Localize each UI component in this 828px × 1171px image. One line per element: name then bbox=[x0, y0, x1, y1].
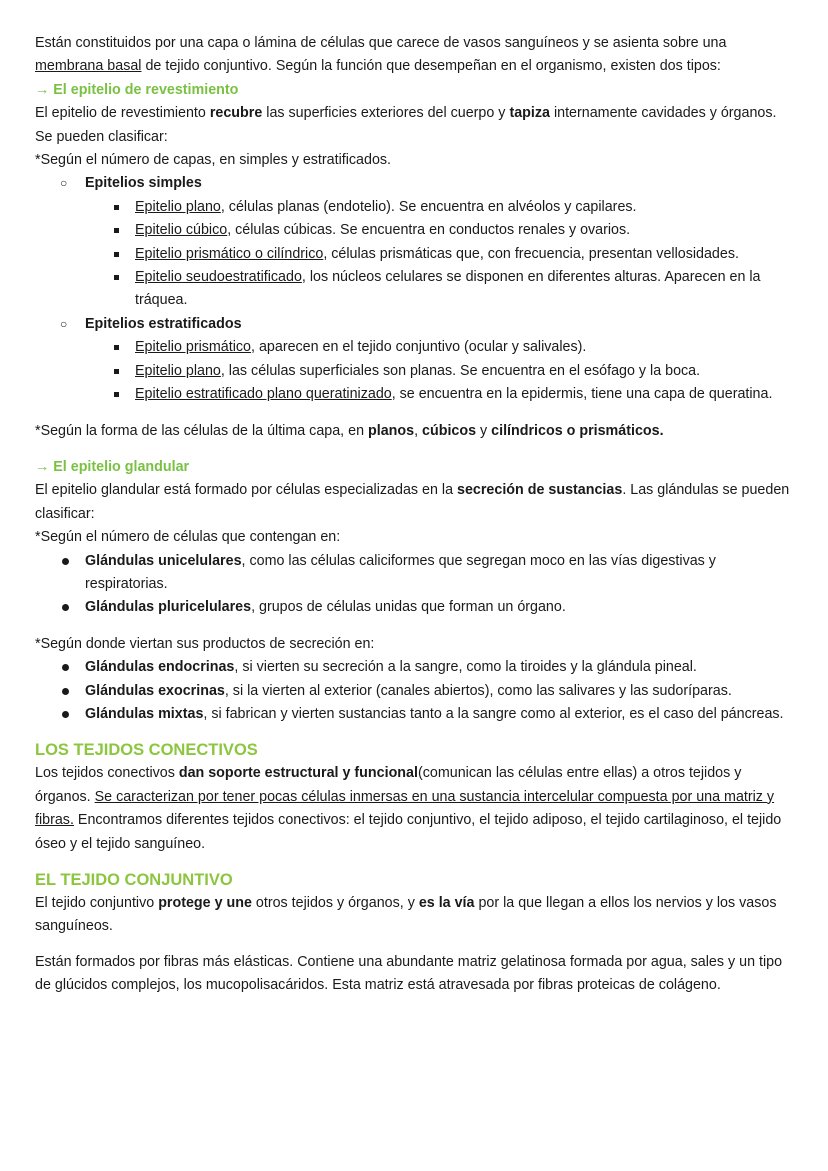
cells-list bbox=[35, 550, 795, 620]
list-item bbox=[35, 360, 795, 383]
conectivos-text: Los tejidos conectivos bbox=[35, 765, 179, 782]
square-bullet-icon bbox=[114, 369, 119, 374]
bullet-icon bbox=[62, 558, 69, 565]
separator-text: y bbox=[476, 422, 492, 439]
document-page bbox=[35, 32, 795, 998]
simples-group bbox=[35, 172, 795, 312]
item-term: Glándulas mixtas bbox=[85, 705, 204, 722]
item-term: Epitelio prismático bbox=[135, 339, 252, 356]
conectivos-paragraph bbox=[35, 762, 795, 856]
revestimiento-list bbox=[35, 172, 795, 406]
cubicos-term: cúbicos bbox=[422, 422, 477, 439]
item-term: Epitelio seudoestratificado bbox=[135, 269, 302, 286]
item-text: , aparecen en el tejido conjuntivo (ocular y salivales). bbox=[251, 339, 587, 356]
item-term: Glándulas pluricelulares bbox=[85, 599, 252, 616]
conjuntivo-text: El tejido conjuntivo bbox=[35, 895, 159, 911]
membrana-basal-term: membrana basal bbox=[35, 58, 142, 75]
item-text: , se encuentra en la epidermis, tiene una capa de queratina. bbox=[391, 386, 773, 403]
list-item bbox=[35, 550, 795, 597]
list-item bbox=[35, 336, 795, 359]
item-term: Epitelio plano bbox=[135, 362, 221, 379]
item-term: Epitelio plano bbox=[135, 198, 221, 215]
via-term: es la vía bbox=[418, 895, 475, 911]
revestimiento-paragraph bbox=[35, 102, 795, 149]
glandular-paragraph bbox=[35, 479, 795, 526]
list-item bbox=[35, 383, 795, 406]
item-text: , las células superficiales son planas. Se encuentra en el esófago y la boca. bbox=[220, 362, 701, 379]
bullet-icon bbox=[62, 664, 69, 671]
protege-term: protege y une bbox=[158, 895, 252, 911]
by-shape-line bbox=[35, 420, 795, 443]
glandular-text: El epitelio glandular está formado por células especializadas en la bbox=[35, 482, 458, 499]
item-text: , los núcleos celulares se disponen en diferentes alturas. Aparecen en la tráquea. bbox=[135, 269, 761, 309]
list-item bbox=[35, 196, 795, 219]
cilindricos-term: cilíndricos o prismáticos. bbox=[491, 422, 664, 439]
estratificados-items bbox=[35, 336, 795, 406]
conectivos-text-2: (comunican las células entre ellas) a otros tejidos y órganos. bbox=[35, 765, 742, 805]
square-bullet-icon bbox=[114, 275, 119, 280]
estratificados-group bbox=[35, 313, 795, 407]
item-term: Glándulas unicelulares bbox=[85, 552, 242, 569]
conjuntivo-text-2: otros tejidos y órganos, y bbox=[251, 895, 419, 911]
conjuntivo-text-3: por la que llegan a ellos los nervios y los vasos sanguíneos. bbox=[35, 895, 777, 935]
simples-label: Epitelios simples bbox=[85, 175, 202, 192]
revestimiento-text: El epitelio de revestimiento bbox=[35, 105, 210, 122]
secrecion-term: secreción de sustancias bbox=[457, 482, 623, 499]
list-item bbox=[35, 680, 795, 703]
intro-text-cont: de tejido conjuntivo. Según la función que desempeñan en el organismo, existen dos tipos: bbox=[141, 58, 721, 75]
conjuntivo-paragraph-2: Están formados por fibras más elásticas. Contiene una abundante matriz gelatinosa formada por agua, sales y un tipo de glúcidos complejos, los mucopolisacáridos. Esta matriz está atravesada por fibras proteicas de colágeno. bbox=[35, 953, 783, 994]
conectivos-heading: LOS TEJIDOS CONECTIVOS bbox=[35, 741, 258, 760]
item-text: , células prismáticas que, con frecuencia, presentan vellosidades. bbox=[323, 245, 739, 262]
circle-bullet-icon: ○ bbox=[60, 316, 68, 331]
simples-items bbox=[35, 196, 795, 313]
item-text: , como las células caliciformes que segregan moco en las vías digestivas y respiratorias. bbox=[85, 552, 716, 592]
conjuntivo-heading: EL TEJIDO CONJUNTIVO bbox=[35, 871, 233, 889]
revestimiento-heading: → El epitelio de revestimiento bbox=[35, 81, 239, 98]
bullet-icon bbox=[62, 604, 69, 611]
list-item bbox=[35, 656, 795, 679]
conjuntivo-paragraph bbox=[35, 892, 795, 939]
item-text: , si la vierten al exterior (canales abiertos), como las salivares y las sudoríparas. bbox=[224, 682, 732, 699]
intro-paragraph bbox=[35, 32, 795, 79]
tapiza-term: tapiza bbox=[509, 105, 550, 122]
intro-text: Están constituidos por una capa o lámina de células que carece de vasos sanguíneos y se asienta sobre una bbox=[35, 35, 727, 51]
item-text: , si fabrican y vierten sustancias tanto a la sangre como al exterior, es el caso del páncreas. bbox=[203, 705, 784, 722]
by-layers-line: *Según el número de capas, en simples y estratificados. bbox=[35, 152, 392, 169]
list-item bbox=[35, 703, 795, 726]
glandular-text-2: . Las glándulas se pueden clasificar: bbox=[35, 482, 790, 522]
circle-bullet-icon: ○ bbox=[60, 176, 68, 191]
bullet-icon bbox=[62, 711, 69, 718]
square-bullet-icon bbox=[114, 392, 119, 397]
by-shape-text: *Según la forma de las células de la última capa, en bbox=[35, 422, 368, 439]
by-cells-line: *Según el número de células que contengan en: bbox=[35, 529, 341, 546]
recubre-term: recubre bbox=[209, 105, 263, 122]
bullet-icon bbox=[62, 688, 69, 695]
list-item bbox=[35, 243, 795, 266]
glandular-heading: → El epitelio glandular bbox=[35, 458, 190, 475]
item-text: , células planas (endotelio). Se encuentra en alvéolos y capilares. bbox=[220, 198, 637, 215]
item-term: Glándulas exocrinas bbox=[85, 682, 225, 699]
square-bullet-icon bbox=[114, 345, 119, 350]
item-text: , si vierten su secreción a la sangre, como la tiroides y la glándula pineal. bbox=[234, 659, 697, 676]
square-bullet-icon bbox=[114, 228, 119, 233]
separator-text: , bbox=[414, 422, 423, 439]
secretion-list bbox=[35, 656, 795, 726]
square-bullet-icon bbox=[114, 252, 119, 257]
estratificados-label: Epitelios estratificados bbox=[85, 315, 242, 332]
by-secretion-line: *Según donde viertan sus productos de secreción en: bbox=[35, 635, 375, 652]
revestimiento-text-2: las superficies exteriores del cuerpo y bbox=[262, 105, 510, 122]
list-item bbox=[35, 219, 795, 242]
soporte-term: dan soporte estructural y funcional bbox=[178, 765, 418, 782]
item-text: , células cúbicas. Se encuentra en conductos renales y ovarios. bbox=[227, 222, 631, 239]
square-bullet-icon bbox=[114, 205, 119, 210]
conectivos-text-3: Encontramos diferentes tejidos conectivos: el tejido conjuntivo, el tejido adiposo, el tejido cartilaginoso, el tejido óseo y el tejido sanguíneo. bbox=[35, 812, 782, 852]
item-term: Epitelio estratificado plano queratinizado bbox=[135, 386, 392, 403]
revestimiento-text-3: internamente cavidades y órganos. Se pueden clasificar: bbox=[35, 105, 777, 145]
item-text: , grupos de células unidas que forman un órgano. bbox=[251, 599, 566, 616]
planos-term: planos bbox=[368, 422, 415, 439]
list-item bbox=[35, 266, 795, 313]
list-item bbox=[35, 596, 795, 619]
item-term: Epitelio prismático o cilíndrico bbox=[135, 245, 324, 262]
item-term: Glándulas endocrinas bbox=[85, 659, 235, 676]
caracterizan-sentence: Se caracterizan por tener pocas células inmersas en una sustancia intercelular compuesta por una matriz y fibras. bbox=[35, 788, 775, 829]
item-term: Epitelio cúbico bbox=[135, 222, 228, 239]
